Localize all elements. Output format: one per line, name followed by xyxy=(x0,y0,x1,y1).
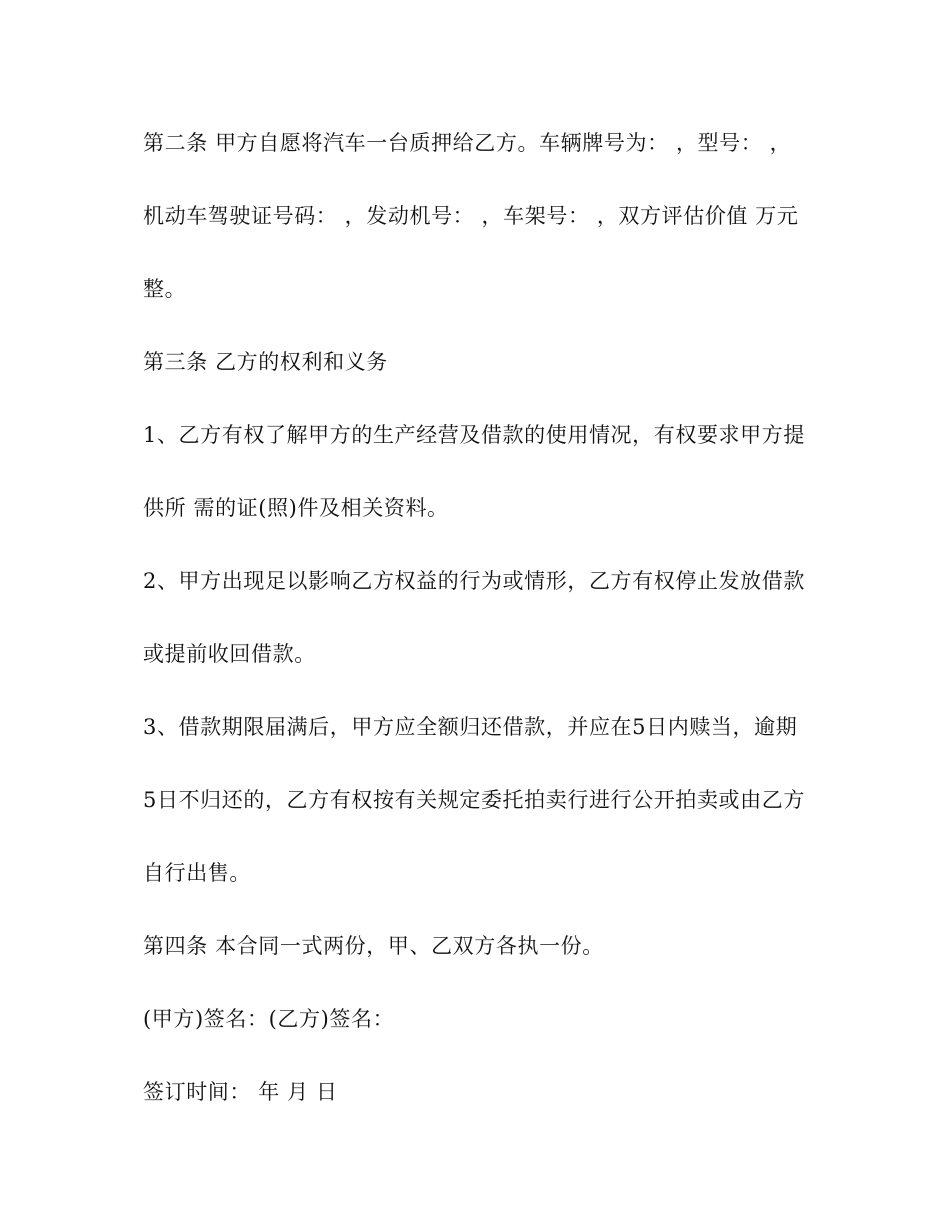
article-2-line-3: 整。 xyxy=(143,277,187,301)
article-2-line-1: 第二条 甲方自愿将汽车一台质押给乙方。车辆牌号为： ，型号： ， xyxy=(143,131,792,155)
article-2-line-2: 机动车驾驶证号码： ，发动机号： ，车架号： ，双方评估价值 万元 xyxy=(143,204,799,228)
clause-3-line-1: 3、借款期限届满后，甲方应全额归还借款，并应在5日内赎当，逾期 xyxy=(143,715,798,739)
clause-2-line-1: 2、甲方出现足以影响乙方权益的行为或情形，乙方有权停止发放借款 xyxy=(143,569,805,593)
signing-date-line: 签订时间： 年 月 日 xyxy=(143,1080,338,1104)
clause-1-line-1: 1、乙方有权了解甲方的生产经营及借款的使用情况，有权要求甲方提 xyxy=(143,423,805,447)
clause-1-line-2: 供所 需的证(照)件及相关资料。 xyxy=(143,496,449,520)
signature-line: (甲方)签名：(乙方)签名： xyxy=(143,1007,395,1031)
clause-2-line-2: 或提前收回借款。 xyxy=(143,642,316,666)
clause-3-line-3: 自行出售。 xyxy=(143,861,251,885)
article-4-line: 第四条 本合同一式两份，甲、乙双方各执一份。 xyxy=(143,934,604,958)
article-3-heading: 第三条 乙方的权利和义务 xyxy=(143,350,388,374)
clause-3-line-2: 5日不归还的，乙方有权按有关规定委托拍卖行进行公开拍卖或由乙方 xyxy=(143,788,805,812)
